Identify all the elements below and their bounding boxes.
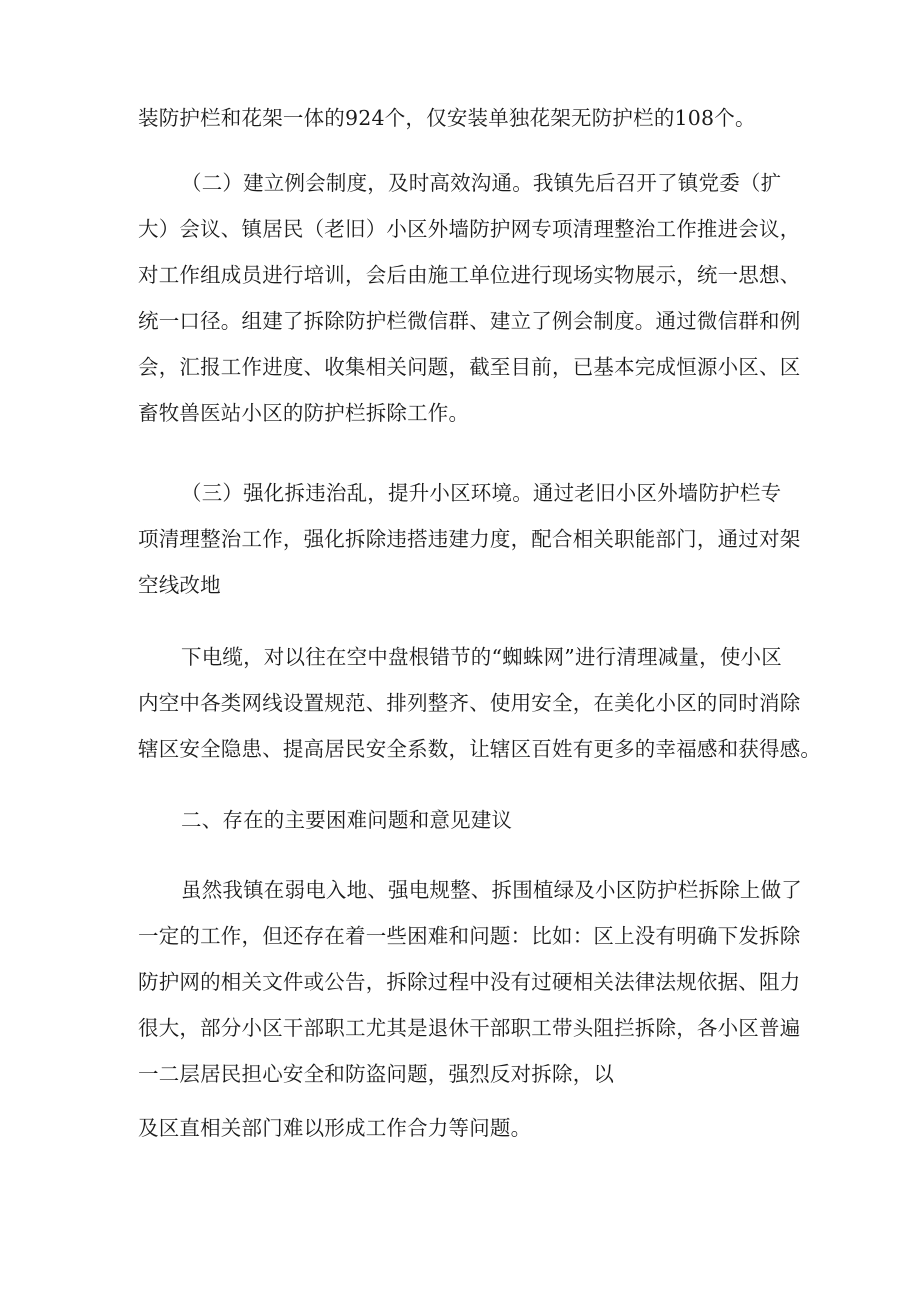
- text-line: 内空中各类网线设置规范、排列整齐、使用安全，在美化小区的同时消除: [138, 691, 801, 715]
- text-line: 畜牧兽医站小区的防护栏拆除工作。: [138, 401, 470, 425]
- text-line: 及区直相关部门难以形成工作合力等问题。: [138, 1116, 532, 1140]
- text-line: （二）建立例会制度，及时高效沟通。我镇先后召开了镇党委（扩: [181, 171, 782, 195]
- text-line: 一定的工作，但还存在着一些困难和问题：比如：区上没有明确下发拆除: [138, 924, 801, 948]
- text-line: 下电缆，对以往在空中盘根错节的“蜘蛛网”进行清理减量，使小区: [181, 645, 782, 669]
- text-line: 会，汇报工作进度、收集相关问题，截至目前，已基本完成恒源小区、区: [138, 355, 801, 379]
- text-line: 虽然我镇在弱电入地、强电规整、拆围植绿及小区防护栏拆除上做了: [181, 878, 802, 902]
- text-line: 对工作组成员进行培训，会后由施工单位进行现场实物展示，统一思想、: [138, 263, 801, 287]
- text-line: 大）会议、镇居民（老旧）小区外墙防护网专项清理整治工作推进会议，: [138, 217, 801, 241]
- text-line: 项清理整治工作，强化拆除违搭违建力度，配合相关职能部门，通过对架: [138, 527, 801, 551]
- text-line: 防护网的相关文件或公告，拆除过程中没有过硬相关法律法规依据、阻力: [138, 970, 801, 994]
- text-line: 一二层居民担心安全和防盗问题，强烈反对拆除，以: [138, 1062, 615, 1086]
- text-line: 空线改地: [138, 573, 221, 597]
- text-line: 装防护栏和花架一体的924个，仅安装单独花架无防护栏的108个。: [138, 106, 756, 130]
- section-heading: 二、存在的主要困难问题和意见建议: [181, 808, 513, 832]
- text-line: （三）强化拆违治乱，提升小区环境。通过老旧小区外墙防护栏专: [181, 481, 782, 505]
- text-line: 统一口径。组建了拆除防护栏微信群、建立了例会制度。通过微信群和例: [138, 309, 801, 333]
- text-line: 辖区安全隐患、提高居民安全系数，让辖区百姓有更多的幸福感和获得感。: [138, 737, 822, 761]
- text-line: 很大，部分小区干部职工尤其是退休干部职工带头阻拦拆除，各小区普遍: [138, 1016, 801, 1040]
